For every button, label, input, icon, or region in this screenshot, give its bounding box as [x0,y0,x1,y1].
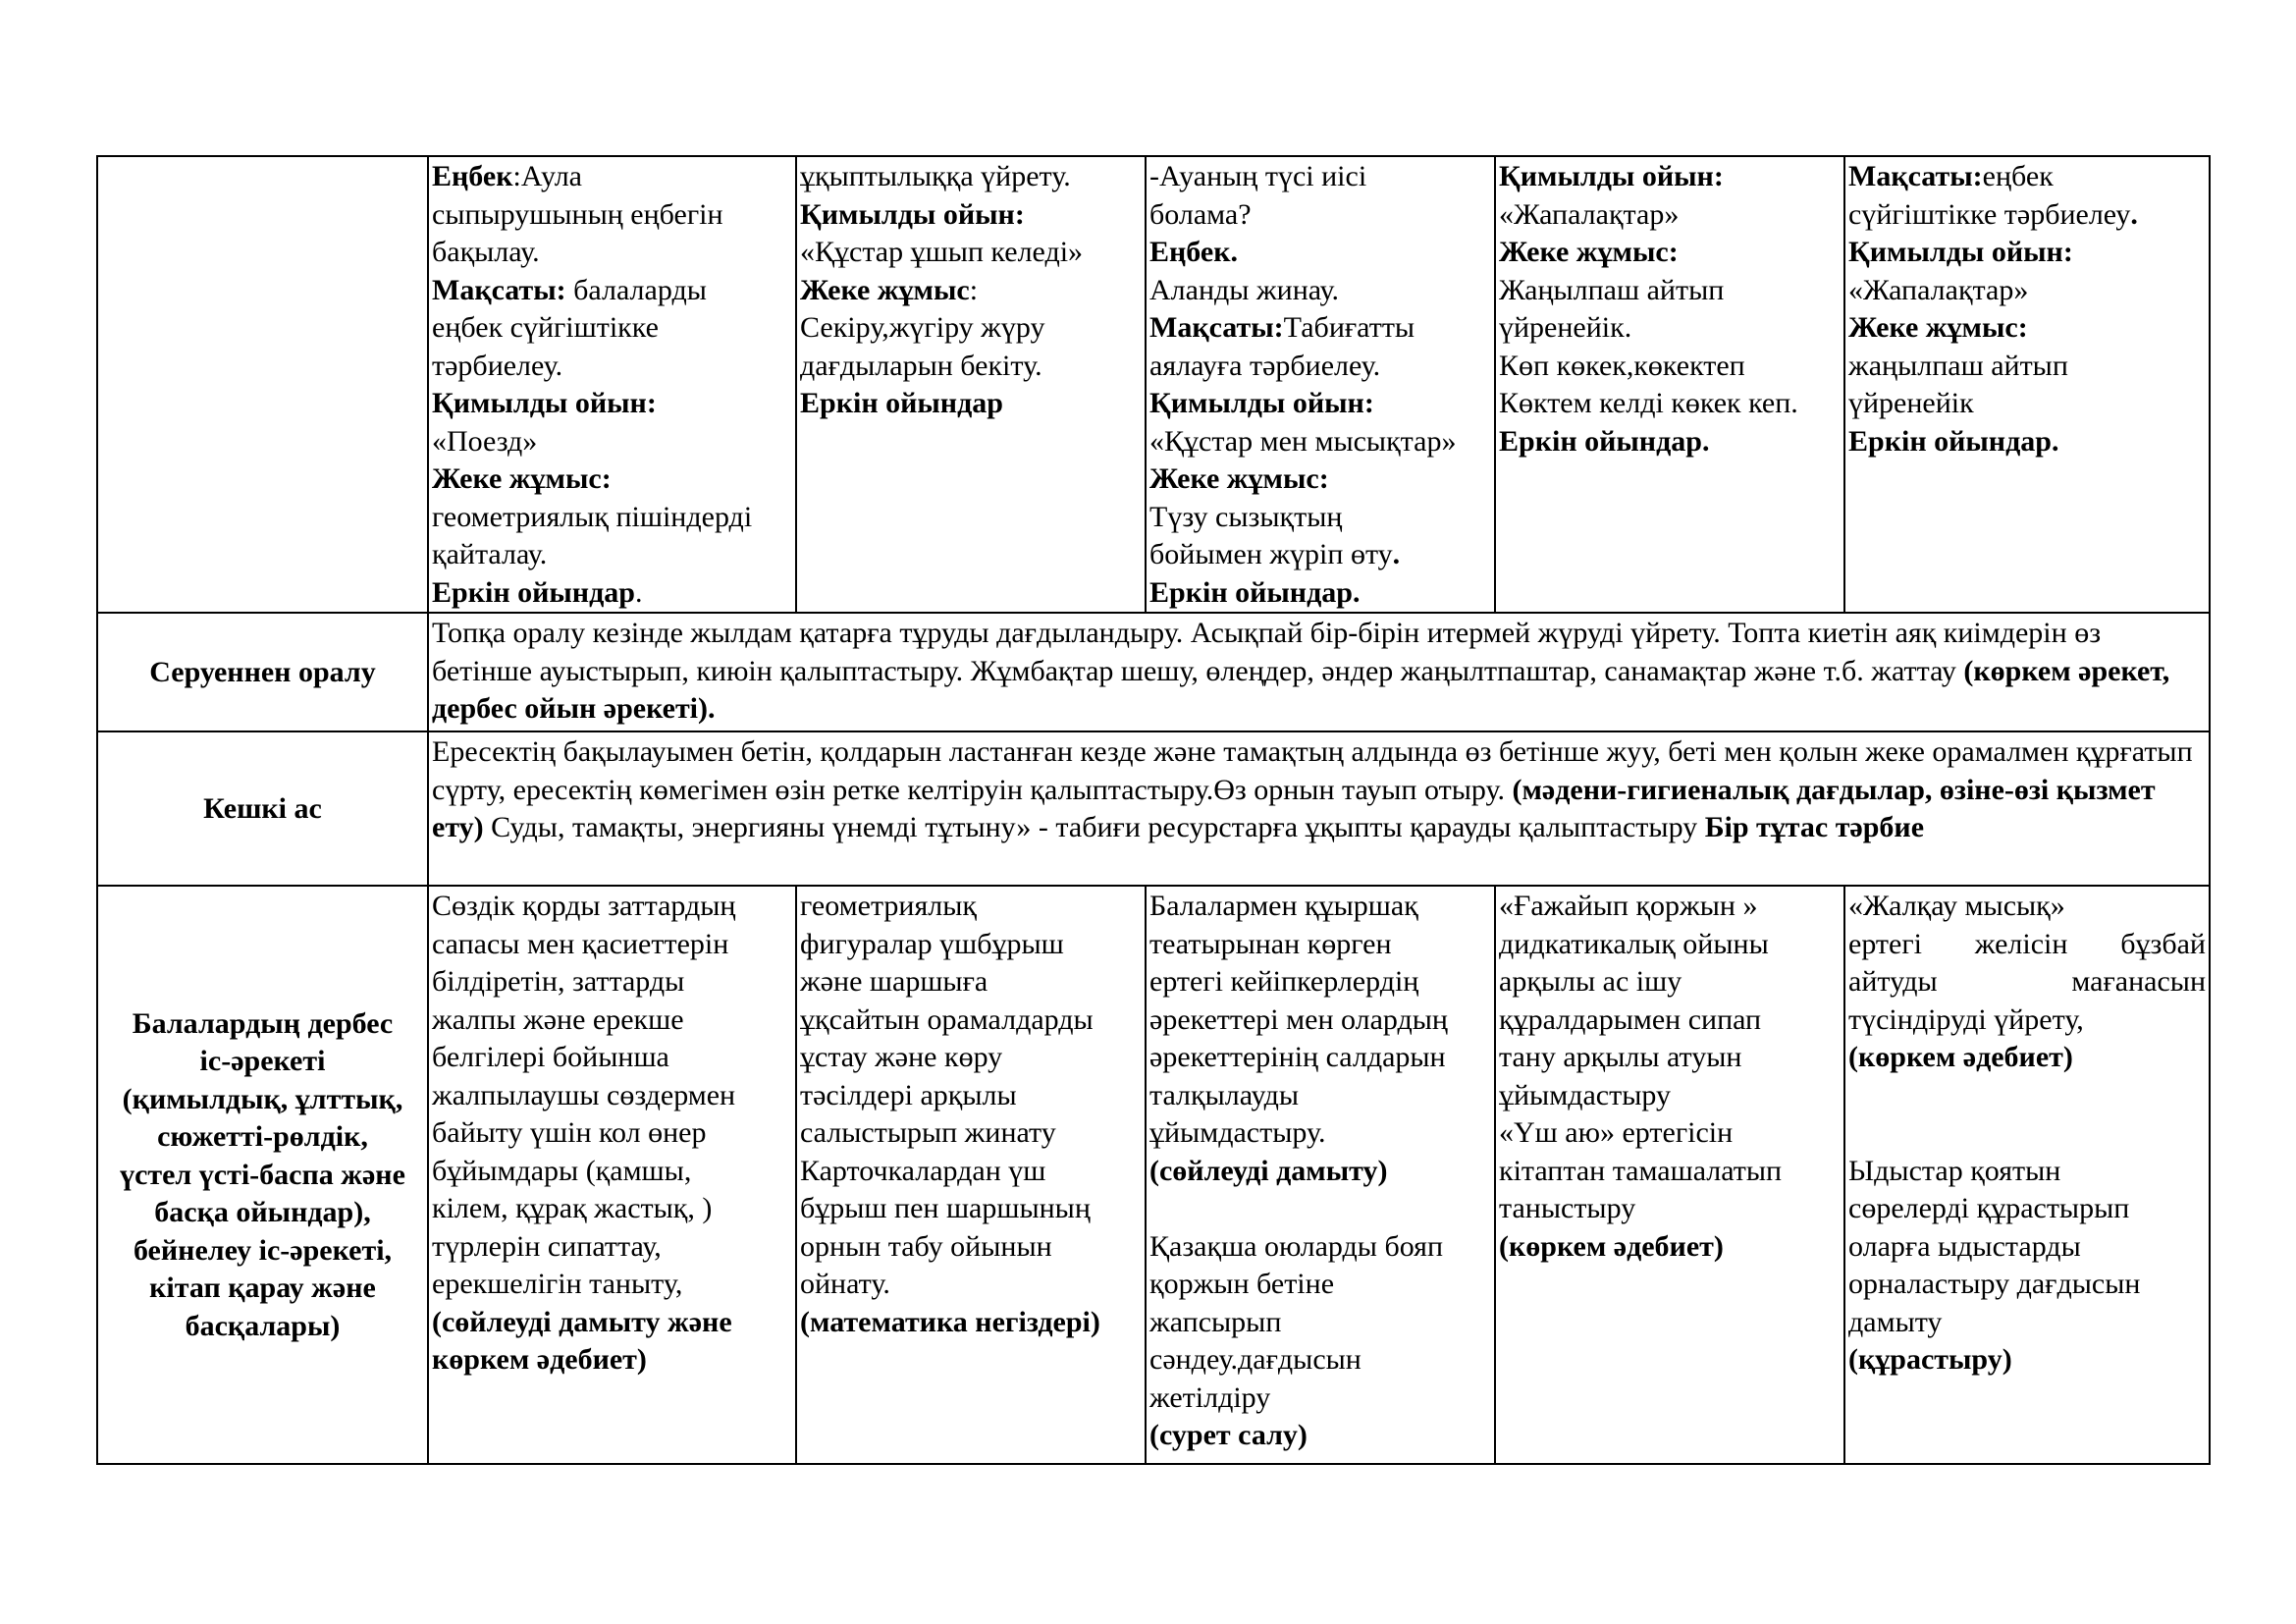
text-run: тану арқылы атуын [1499,1041,1742,1073]
text-run: (сурет салу) [1149,1419,1308,1451]
cell-line [432,1114,792,1153]
text-run: әрекеттері мен олардың [1149,1002,1448,1036]
text-run: жалпылаушы сөздермен [432,1078,736,1111]
cell-line [1848,234,2206,272]
text-run: жаңылпаш айтып [1848,349,2068,382]
cell-line [432,1001,792,1040]
text-run: қайталау. [432,538,548,570]
text-run: ұқыптылыққа үйрету. [800,160,1071,192]
text-run: : [969,273,979,306]
cell-line [1848,158,2206,196]
text-run: сүйгіштікке тәрбиелеу [1848,197,2131,231]
text-run: Қимылды ойын: [800,197,1025,231]
cell-r1-c2 [796,156,1146,613]
text-run: сөрелерді құрастырып [1848,1192,2130,1224]
row-label-keshki-as: Кешкі ас [97,731,428,886]
text-run: Жаңылпаш айтып [1499,273,1725,306]
cell-line [1149,1077,1491,1115]
text-run: балаларды [565,273,707,306]
text-run: Еркін ойындар. [1499,424,1710,458]
text-run: түсіндіруді үйрету, [1848,1002,2084,1036]
cell-line [1149,1039,1491,1077]
cell-line [432,460,792,499]
cell-line [432,1341,792,1380]
cell-line [800,1153,1142,1191]
r2-bold: (көркем әрекет, дербес ойын әрекеті). [432,654,2170,725]
cell-line [1149,1417,1491,1455]
cell-line [1499,1077,1841,1115]
r3-text1: Ересектің бақылауымен бетін, қолдарын ластанған кезде және тамақтың алдында өз бетінше жуу, беті мен қолын жеке орамалмен құрғатып сүрту, ересектің көмегімен өзін ретке келтіруін қалыптастыру.Өз орнын тауып отыру. [432,735,2193,806]
cell-line [800,1114,1142,1153]
cell-line [1149,926,1491,964]
text-run: (сөйлеуді дамыту) [1149,1154,1388,1187]
cell-line [1149,536,1491,574]
cell-line [432,196,792,235]
text-run: еңбек [1982,160,2054,192]
cell-line [800,385,1142,423]
cell-line [1848,272,2206,310]
r3-bold1: (мәдени-гигиеналық дағдылар, өзіне-өзі қызмет ету) [432,773,2156,843]
text-run: айтуды мағанасын [1848,965,2206,998]
text-run: Түзу сызықтың [1149,500,1343,533]
cell-line [1848,423,2206,461]
row-label-derbes [97,886,428,1464]
text-run: тәрбиелеу. [432,349,563,382]
cell-r2-text [428,613,2210,731]
r2-text: Топқа оралу кезінде жылдам қатарға тұруды дағдыландыру. Асықпай бір-бірін итермей жүруді үйрету. Топта киетін аяқ киімдерін өз бетінше ауыстырып, киюін қалыптастыру. Жұмбақтар шешу, өлеңдер, әндер жаңылтпаштар, санамақтар және т.б. жаттау [432,617,2102,687]
text-run: ұқсайтын орамалдарды [800,1002,1094,1036]
cell-line [1149,348,1491,386]
cell-line [1848,348,2206,386]
cell-line [1499,1039,1841,1077]
text-run: ұйымдастыру. [1149,1116,1326,1149]
cell-r4-c3 [1146,886,1495,1464]
row-label-line: Балалардың дербес [132,1006,394,1040]
cell-line [800,309,1142,348]
cell-line [800,963,1142,1001]
cell-line [1149,196,1491,235]
text-run: Мақсаты: [1149,311,1284,344]
r3-bold2: Бір тұтас тәрбие [1704,811,1925,843]
cell-line [1499,196,1841,235]
cell-line [800,196,1142,235]
cell-line [1848,1114,2206,1153]
row-label-line: кітап қарау және [149,1272,376,1305]
text-run: Еркін ойындар [800,387,1003,419]
text-run: Секіру,жүгіру жүру [800,311,1045,344]
cell-r1-c4 [1495,156,1844,613]
cell-line [432,963,792,1001]
cell-line [1149,234,1491,272]
table-row [97,886,2210,1464]
r3-text2: Суды, тамақты, энергияны үнемді тұтыну» - табиғи ресурстарға ұқыпты қарауды қалыптастыру [483,811,1705,843]
text-run: фигуралар үшбұрыш [800,927,1064,960]
text-run: арқылы ас ішу [1499,965,1682,998]
cell-line [432,234,792,272]
text-run: Жеке жұмыс: [1499,236,1679,268]
text-run: ойнату. [800,1268,890,1300]
text-run: Көктем келді көкек кеп. [1499,387,1798,419]
row-label-line: сюжетті-рөлдік, [157,1120,368,1154]
text-run: «Жапалақтар» [1499,197,1680,231]
text-run: (көркем әдебиет) [1848,1041,2073,1073]
text-run: дамыту [1848,1305,1943,1338]
cell-line [1149,1228,1491,1267]
text-run: кітаптан тамашалатып [1499,1154,1783,1187]
text-run: ерекшелігін таныту, [432,1268,683,1300]
text-run: «Поезд» [432,424,538,458]
text-run: ертегі кейіпкерлердің [1149,965,1419,998]
cell-r4-c1 [428,886,796,1464]
text-run: дидкатикалық ойыны [1499,927,1769,960]
cell-r4-c4 [1495,886,1844,1464]
text-run: сапасы мен қасиеттерін [432,927,729,960]
cell-line [432,272,792,310]
cell-line [1149,1304,1491,1342]
cell-line [1499,234,1841,272]
cell-line [800,158,1142,196]
text-run: Сөздік қорды заттардың [432,890,736,922]
cell-line [1848,1077,2206,1115]
text-run: белгілері бойынша [432,1041,669,1073]
cell-line [432,309,792,348]
cell-line [1848,1266,2206,1304]
cell-line [800,1077,1142,1115]
text-run: жалпы және ерекше [432,1002,684,1036]
text-run: дағдыларын бекіту. [800,349,1042,382]
text-run: Аланды жинау. [1149,273,1340,306]
text-run: «Құстар ұшып келеді» [800,236,1084,268]
cell-line [1848,1153,2206,1191]
text-run: геометриялық пішіндерді [432,500,753,533]
cell-line [1499,309,1841,348]
text-run: Қимылды ойын: [1848,236,2073,268]
text-run: талқылауды [1149,1078,1300,1111]
cell-line [1848,1228,2206,1267]
table-row [97,731,2210,886]
text-run: Жеке жұмыс: [1848,311,2028,344]
cell-line [1149,499,1491,537]
text-run: еңбек сүйгіштікке [432,311,659,344]
text-run: Еркін ойындар [432,575,635,609]
text-run: орналастыру дағдысын [1848,1268,2141,1300]
text-run: «Ғажайып қоржын » [1499,890,1758,922]
cell-line [800,1190,1142,1228]
text-run: (көркем әдебиет) [1499,1229,1724,1263]
text-run: . [2130,197,2138,231]
text-run: . [634,575,643,609]
cell-r4-c5 [1844,886,2210,1464]
cell-r1-c3 [1146,156,1495,613]
text-run: бұрыш пен шаршының [800,1192,1091,1224]
text-run: үйренейік. [1499,311,1632,344]
cell-line [1499,348,1841,386]
cell-r4-c2 [796,886,1146,1464]
text-run: орнын табу ойынын [800,1229,1052,1263]
cell-line [1149,888,1491,926]
text-run: сәндеу.дағдысын [1149,1343,1362,1376]
cell-line [1499,423,1841,461]
cell-line [432,1266,792,1304]
cell-line [1848,196,2206,235]
text-run: Мақсаты: [1848,160,1983,192]
cell-line [1149,1001,1491,1040]
cell-line [1149,309,1491,348]
text-run: кілем, құрақ жастық, ) [432,1192,713,1224]
text-run: «Үш аю» ертегісін [1499,1116,1734,1149]
plan-table [96,155,2211,1465]
text-run: Көп көкек,көкектеп [1499,349,1745,382]
row-label-line: бейнелеу іс-әрекеті, [133,1233,393,1267]
text-run: ертегі желісін бұзбай [1848,927,2206,960]
table-row [97,156,2210,613]
text-run: (сөйлеуді дамыту және [432,1305,732,1338]
text-run: оларға ыдыстарды [1848,1229,2081,1263]
cell-line [432,888,792,926]
cell-line [432,926,792,964]
row-label-line: (қимылдық, ұлттық, [122,1082,403,1115]
cell-line [1848,926,2206,964]
text-run: геометриялық [800,890,977,922]
cell-line [432,1228,792,1267]
cell-line [800,926,1142,964]
row-label-line: басқалары) [185,1309,341,1342]
text-run: Қазақша оюларды бояп [1149,1229,1444,1263]
row-label-line: үстел үсті-баспа және [120,1158,405,1191]
text-run: Карточкалардан үш [800,1154,1046,1187]
text-run: үйренейік [1848,387,1974,419]
cell-line [1848,309,2206,348]
cell-line [432,348,792,386]
text-run: Жеке жұмыс [800,273,970,306]
cell-line [1149,1190,1491,1228]
text-run: бойымен жүріп өту [1149,538,1393,570]
cell-line [1149,272,1491,310]
text-run: Қимылды ойын: [1499,160,1724,192]
text-run: (құрастыру) [1848,1343,2012,1376]
text-run: Қимылды ойын: [1149,387,1374,419]
text-run: Еркін ойындар. [1149,575,1361,609]
text-run: Еңбек. [1149,236,1238,268]
text-run: таныстыру [1499,1192,1636,1224]
cell-line [800,888,1142,926]
cell-line [432,1153,792,1191]
cell-line [1499,1153,1841,1191]
cell-line [800,1001,1142,1040]
text-run: Балалармен құыршақ [1149,890,1418,922]
cell-line [800,272,1142,310]
cell-line [432,385,792,423]
text-run: сыпырушының еңбегін [432,197,723,231]
cell-line [1499,158,1841,196]
text-run: және шаршыға [800,965,988,998]
text-run: жетілдіру [1149,1380,1271,1414]
text-run: Мақсаты: [432,273,566,306]
cell-line [1499,963,1841,1001]
text-run: :Аула [512,160,582,192]
text-run: әрекеттерінің салдарын [1149,1041,1446,1073]
cell-line [1499,1001,1841,1040]
row-label-line: іс-әрекеті [199,1045,326,1078]
cell-line [1848,888,2206,926]
cell-line [1848,1304,2206,1342]
cell-line [1499,888,1841,926]
text-run: бақылау. [432,236,540,268]
cell-line [432,1304,792,1342]
text-run: Жеке жұмыс: [432,462,612,495]
text-run: Ыдыстар қоятын [1848,1154,2061,1187]
text-run: Табиғатты [1283,311,1415,344]
text-run: ұстау және көру [800,1041,1003,1073]
cell-line [432,1190,792,1228]
cell-line [800,1228,1142,1267]
cell-line [1499,1114,1841,1153]
cell-line [800,1039,1142,1077]
cell-line [1149,1380,1491,1418]
cell-line [1499,385,1841,423]
table-row [97,613,2210,731]
text-run: Еркін ойындар. [1848,424,2059,458]
cell-line [1149,158,1491,196]
cell-line [1499,926,1841,964]
text-run: құралдарымен сипап [1499,1002,1762,1036]
cell-line [432,574,792,613]
text-run: театырынан көрген [1149,927,1392,960]
cell-line [1149,963,1491,1001]
cell-line [1149,385,1491,423]
cell-line [800,234,1142,272]
cell-line [1848,1039,2206,1077]
cell-r1-c1 [428,156,796,613]
cell-line [432,1039,792,1077]
text-run: көркем әдебиет) [432,1343,647,1376]
text-run: бұйымдары (қамшы, [432,1154,692,1187]
cell-line [1149,574,1491,613]
cell-line [800,1304,1142,1342]
cell-line [1848,1190,2206,1228]
text-run: ұйымдастыру [1499,1078,1671,1111]
text-run: қоржын бетіне [1149,1268,1335,1300]
text-run: білдіретін, заттарды [432,965,685,998]
cell-line [432,423,792,461]
cell-line [432,536,792,574]
text-run: (математика негіздері) [800,1305,1100,1338]
cell-line [800,348,1142,386]
text-run: болама? [1149,197,1252,231]
cell-line [432,1077,792,1115]
cell-r3-text [428,731,2210,886]
text-run: -Ауаның түсі иісі [1149,160,1367,192]
row-label-seruen: Серуеннен оралу [97,613,428,731]
text-run: Қимылды ойын: [432,387,657,419]
cell-r1-c5 [1844,156,2210,613]
text-run: «Жапалақтар» [1848,273,2029,306]
cell-line [1149,1114,1491,1153]
cell-line [432,499,792,537]
text-run: «Құстар мен мысықтар» [1149,424,1457,458]
text-run: байыту үшін кол өнер [432,1116,707,1149]
cell-line [432,158,792,196]
text-run: жапсырып [1149,1305,1282,1338]
text-run: Еңбек [432,160,513,192]
cell-line [1149,423,1491,461]
row-label-line: басқа ойындар), [154,1196,371,1229]
cell-line [1149,460,1491,499]
cell-line [1149,1266,1491,1304]
cell-line [1499,272,1841,310]
cell-line [1848,385,2206,423]
text-run: . [1392,538,1401,570]
text-run: салыстырып жинату [800,1116,1056,1149]
cell-line [1848,1001,2206,1040]
cell-line [1848,963,2206,1001]
cell-line [1149,1341,1491,1380]
text-run: Жеке жұмыс: [1149,462,1329,495]
text-run: тәсілдері арқылы [800,1078,1017,1111]
cell-line [1149,1153,1491,1191]
cell-line [1499,1190,1841,1228]
cell-line [800,1266,1142,1304]
row-label-empty [97,156,428,613]
text-run: «Жалқау мысық» [1848,890,2065,922]
cell-line [1499,1228,1841,1267]
text-run: түрлерін сипаттау, [432,1229,662,1263]
cell-line [1848,1341,2206,1380]
text-run: аялауға тәрбиелеу. [1149,349,1381,382]
